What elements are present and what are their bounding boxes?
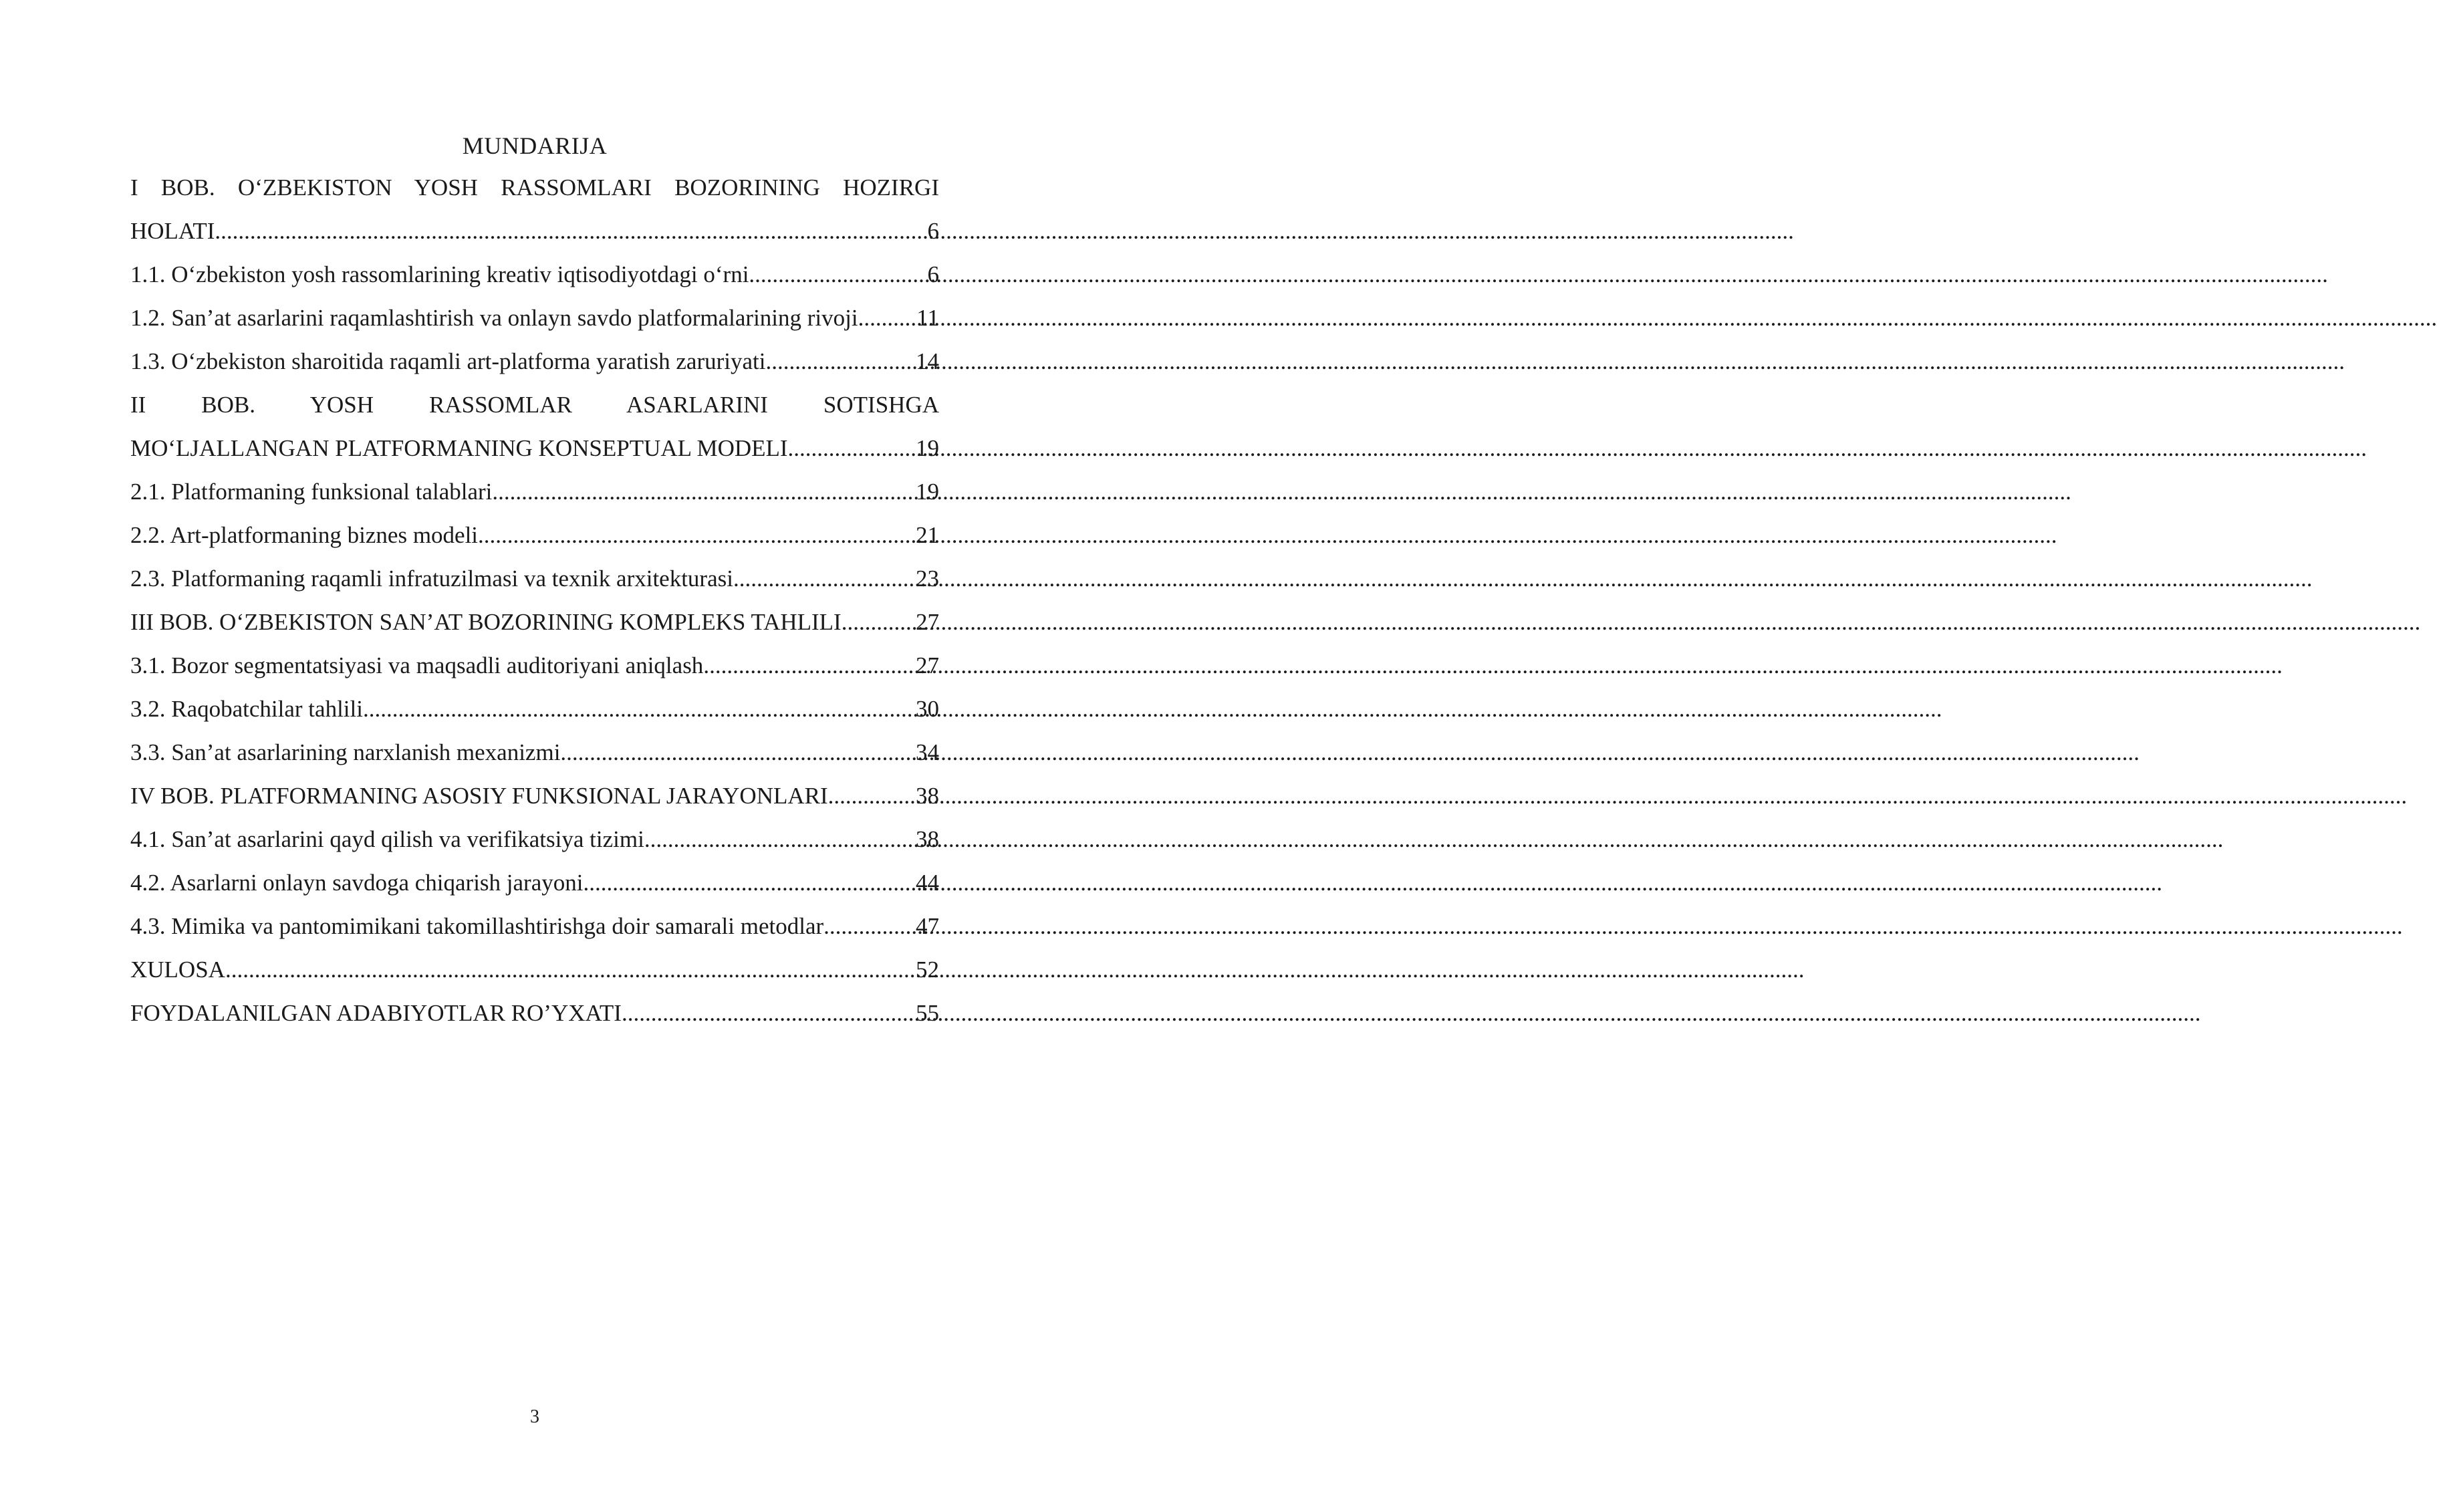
dot-leader: [478, 513, 914, 557]
toc-page-number: 21: [916, 522, 939, 548]
toc-title: MUNDARIJA: [462, 132, 608, 159]
toc-page-number: 6: [927, 218, 939, 244]
toc-page-number: 30: [916, 696, 939, 722]
toc-entry-label: 4.1. San’at asarlarini qayd qilish va verifikatsiya tizimi: [130, 826, 644, 852]
toc-entry-section-1-3[interactable]: [130, 340, 939, 383]
toc-entry-label: FOYDALANILGAN ADABIYOTLAR RO’YXATI: [130, 1000, 622, 1026]
toc-entry-section-4-1[interactable]: [130, 817, 939, 861]
toc-entry-section-2-2[interactable]: [130, 513, 939, 557]
toc-entry-chapter-2-line-1[interactable]: [130, 383, 939, 426]
toc-entry-label: 4.3. Mimika va pantomimikani takomillashtirishga doir samarali metodlar: [130, 913, 824, 939]
dot-leader: [622, 991, 914, 1035]
dot-leader: [749, 253, 926, 296]
toc-page-number: 19: [916, 435, 939, 461]
toc-entry-section-3-3[interactable]: [130, 731, 939, 774]
toc-entry-label: 1.3. O‘zbekiston sharoitida raqamli art-platforma yaratish zaruriyati: [130, 348, 766, 374]
toc-entry-section-2-1[interactable]: [130, 470, 939, 513]
toc-entry-chapter-2[interactable]: [130, 426, 939, 470]
dot-leader: [492, 470, 914, 513]
toc-entry-chapter-1[interactable]: [130, 209, 939, 253]
dot-leader: [733, 557, 914, 600]
dot-leader: [215, 209, 926, 253]
dot-leader: [766, 340, 915, 383]
toc-entry-chapter-1-line-1[interactable]: [130, 166, 939, 209]
toc-page-number: 38: [916, 783, 939, 809]
toc-entry-label: MO‘LJALLANGAN PLATFORMANING KONSEPTUAL MODELI: [130, 435, 788, 461]
toc-entry-section-4-2[interactable]: [130, 861, 939, 904]
toc-entry-chapter-4[interactable]: [130, 774, 939, 817]
toc-entry-label: II BOB. YOSH RASSOMLAR ASARLARINI SOTISHGA: [130, 392, 939, 418]
dot-leader: [858, 296, 916, 340]
toc-entry-chapter-3[interactable]: [130, 600, 939, 644]
toc-entry-label: XULOSA: [130, 957, 225, 983]
toc-entry-section-1-2[interactable]: [130, 296, 939, 340]
table-of-contents: [130, 166, 939, 1035]
toc-entry-label: 3.1. Bozor segmentatsiyasi va maqsadli auditoriyani aniqlash: [130, 652, 704, 678]
toc-entry-section-1-1[interactable]: [130, 253, 939, 296]
toc-page-number: 14: [916, 348, 939, 374]
toc-page-number: 11: [916, 305, 939, 331]
toc-entry-label: III BOB. O‘ZBEKISTON SAN’AT BOZORINING KOMPLEKS TAHLILI: [130, 609, 842, 635]
toc-page-number: 44: [916, 870, 939, 896]
toc-page-number: 52: [916, 957, 939, 983]
toc-page-number: 23: [916, 565, 939, 592]
page-number: 3: [530, 1406, 539, 1427]
toc-page-number: 38: [916, 826, 939, 852]
document-page: [0, 0, 1069, 1512]
toc-entry-label: 4.2. Asarlarni onlayn savdoga chiqarish jarayoni: [130, 870, 584, 896]
toc-entry-label: 2.3. Platformaning raqamli infratuzilmasi va texnik arxitekturasi: [130, 565, 733, 592]
toc-entry-label: 1.1. O‘zbekiston yosh rassomlarining kreativ iqtisodiyotdagi o‘rni: [130, 261, 749, 287]
toc-page-number: 55: [916, 1000, 939, 1026]
dot-leader: [644, 817, 914, 861]
dot-leader: [583, 861, 914, 904]
toc-entry-label: 3.2. Raqobatchilar tahlili: [130, 696, 363, 722]
toc-page-number: 19: [916, 479, 939, 505]
dot-leader: [823, 904, 914, 948]
dot-leader: [842, 600, 914, 644]
toc-entry-references[interactable]: [130, 991, 939, 1035]
toc-entry-label: HOLATI: [130, 218, 215, 244]
toc-entry-section-2-3[interactable]: [130, 557, 939, 600]
toc-entry-section-3-2[interactable]: [130, 687, 939, 731]
toc-page-number: 27: [916, 652, 939, 678]
dot-leader: [225, 948, 914, 991]
toc-entry-label: 1.2. San’at asarlarini raqamlashtirish va onlayn savdo platformalarining rivoji: [130, 305, 858, 331]
dot-leader: [788, 426, 914, 470]
dot-leader: [560, 731, 914, 774]
toc-entry-conclusion[interactable]: [130, 948, 939, 991]
toc-entry-section-4-3[interactable]: [130, 904, 939, 948]
toc-entry-label: 3.3. San’at asarlarining narxlanish mexanizmi: [130, 739, 561, 765]
toc-entry-label: IV BOB. PLATFORMANING ASOSIY FUNKSIONAL JARAYONLARI: [130, 783, 828, 809]
toc-entry-label: 2.1. Platformaning funksional talablari: [130, 479, 493, 505]
dot-leader: [363, 687, 914, 731]
toc-page-number: 47: [916, 913, 939, 939]
toc-entry-label: 2.2. Art-platformaning biznes modeli: [130, 522, 479, 548]
toc-page-number: 6: [927, 261, 939, 287]
toc-entry-label: I BOB. O‘ZBEKISTON YOSH RASSOMLARI BOZORINING HOZIRGI: [130, 174, 939, 201]
toc-page-number: 34: [916, 739, 939, 765]
dot-leader: [828, 774, 914, 817]
dot-leader: [703, 644, 914, 687]
toc-page-number: 27: [916, 609, 939, 635]
toc-entry-section-3-1[interactable]: [130, 644, 939, 687]
